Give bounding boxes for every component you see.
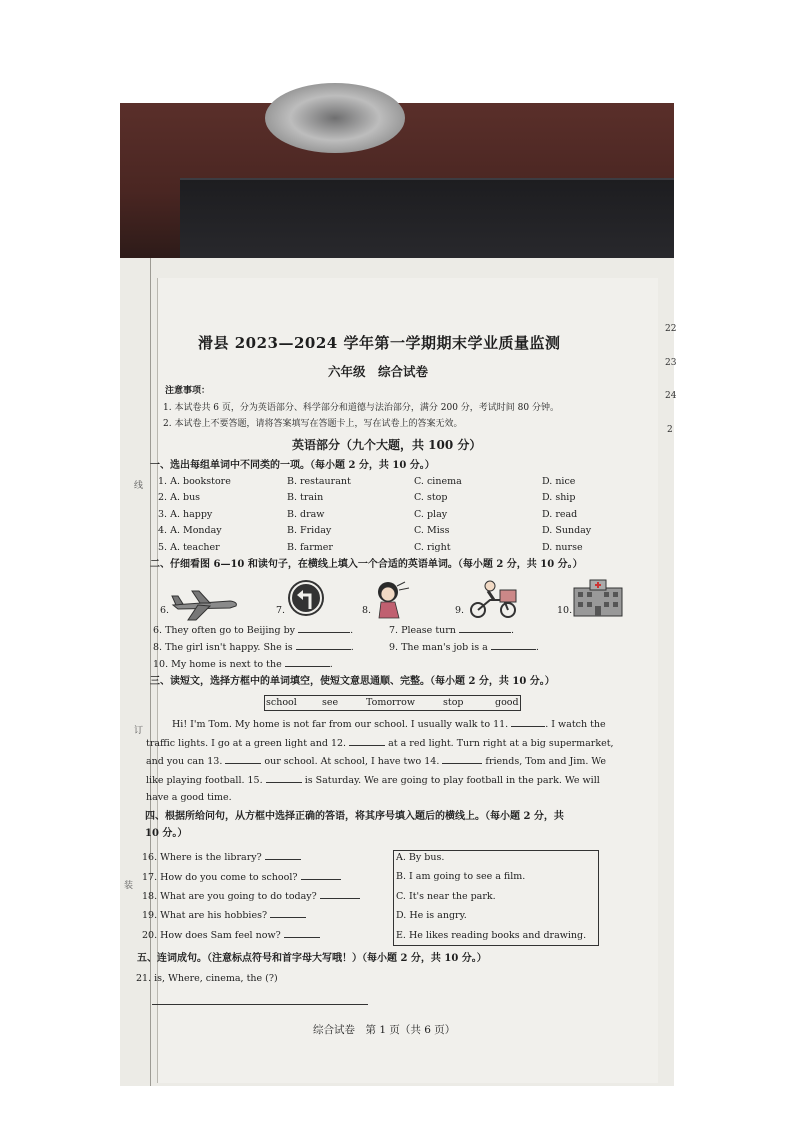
s1-option: B. Friday (287, 525, 332, 536)
exam-subtitle: 六年级 综合试卷 (328, 364, 429, 379)
question-16: 16. Where is the library? (142, 851, 301, 864)
side-number: 24 (665, 391, 677, 401)
page-footer: 综合试卷 第 1 页（共 6 页） (313, 1024, 456, 1036)
s1-option: 2. A. bus (158, 492, 201, 503)
exam-title: 滑县 2023—2024 学年第一学期期末学业质量监测 (198, 334, 561, 352)
s1-option: D. ship (542, 492, 576, 503)
english-section-title: 英语部分（九个大题，共 100 分） (292, 438, 482, 452)
s1-option: 1. A. bookstore (158, 476, 231, 487)
airplane-icon (170, 585, 240, 623)
passage-line-1: Hi! I'm Tom. My home is not far from our school. I usually walk to 11. . I watch the (172, 719, 606, 730)
question-9: 9. The man's job is a . (389, 642, 539, 653)
turn-left-sign-icon (287, 579, 325, 617)
s1-option: D. Sunday (542, 525, 592, 536)
section-1-title: 一、选出每组单词中不同类的一项。（每小题 2 分，共 10 分。） (150, 460, 435, 471)
section-5-title: 五、连词成句。（注意标点符号和首字母大写哦！）（每小题 2 分，共 10 分。） (137, 953, 487, 964)
s1-option: 4. A. Monday (158, 525, 222, 536)
answer-option: A. By bus. (396, 852, 445, 863)
pic-number: 7. (276, 605, 286, 616)
question-17: 17. How do you come to school? (142, 871, 341, 884)
question-7: 7. Please turn . (389, 625, 514, 636)
margin-label-line: 线 (134, 481, 144, 491)
margin-label-staple: 装 (124, 881, 134, 891)
question-21: 21. is, Where, cinema, the (?) (136, 973, 278, 984)
note-line: 1. 本试卷共 6 页，分为英语部分、科学部分和道德与法治部分，满分 200 分，考试时间 80 分钟。 (163, 403, 559, 413)
s1-option: C. right (414, 542, 451, 553)
hospital-building-icon (572, 578, 624, 618)
section-3-title: 三、读短文，选择方框中的单词填空，使短文意思通顺、完整。（每小题 2 分，共 10 分。） (150, 676, 555, 687)
s1-option: 3. A. happy (158, 509, 213, 520)
s1-option: B. draw (287, 509, 325, 520)
s1-option: C. cinema (414, 476, 462, 487)
s1-option: B. train (287, 492, 324, 503)
pic-number: 10. (557, 605, 573, 616)
passage-line-4: like playing football. 15. is Saturday. We are going to play football in the park. We will (146, 775, 600, 786)
pic-number: 6. (160, 605, 170, 616)
s1-option: C. play (414, 509, 448, 520)
delivery-man-icon (466, 578, 522, 618)
pic-number: 8. (362, 605, 372, 616)
section-4-title-cont: 10 分。） (145, 828, 188, 839)
word-option: stop (443, 697, 464, 708)
s1-option: D. nice (542, 476, 576, 487)
desk-grommet (265, 83, 405, 153)
s1-option: D. nurse (542, 542, 583, 553)
note-line: 2. 本试卷上不要答题，请将答案填写在答题卡上，写在试卷上的答案无效。 (163, 419, 463, 429)
stand-edge (180, 178, 674, 270)
question-18: 18. What are you going to do today? (142, 890, 360, 903)
s1-option: D. read (542, 509, 578, 520)
question-10: 10. My home is next to the . (153, 659, 333, 670)
section-4-title: 四、根据所给问句，从方框中选择正确的答语，将其序号填入题后的横线上。（每小题 2 分，共 (145, 811, 564, 822)
answer-option: B. I am going to see a film. (396, 871, 526, 882)
margin-label-bind: 订 (134, 726, 144, 736)
word-option: good (495, 697, 519, 708)
passage-line-3: and you can 13. our school. At school, I have two 14. friends, Tom and Jim. We (146, 756, 606, 767)
question-8: 8. The girl isn't happy. She is . (153, 642, 354, 653)
side-number: 2 (667, 425, 673, 435)
s1-option: 5. A. teacher (158, 542, 220, 553)
word-option: see (322, 697, 339, 708)
side-number: 23 (665, 358, 677, 368)
section-2-title: 二、仔细看图 6—10 和读句子，在横线上填入一个合适的英语单词。（每小题 2 分，共 10 分。） (150, 559, 583, 570)
answer-option: C. It's near the park. (396, 891, 496, 902)
word-option: school (266, 697, 297, 708)
answer-line (152, 1004, 368, 1005)
word-option: Tomorrow (366, 697, 415, 708)
passage-line-2: traffic lights. I go at a green light and 12. at a red light. Turn right at a big supermarket, (146, 738, 614, 749)
notes-heading: 注意事项： (165, 386, 211, 396)
angry-girl-icon (371, 578, 415, 620)
s1-option: B. farmer (287, 542, 333, 553)
side-number: 22 (665, 324, 677, 334)
answer-option: E. He likes reading books and drawing. (396, 930, 587, 941)
question-6: 6. They often go to Beijing by . (153, 625, 354, 636)
question-19: 19. What are his hobbies? (142, 909, 306, 922)
s1-option: C. stop (414, 492, 448, 503)
pic-number: 9. (455, 605, 465, 616)
s1-option: C. Miss (414, 525, 450, 536)
passage-line-5: have a good time. (146, 792, 232, 803)
answer-option: D. He is angry. (396, 910, 467, 921)
s1-option: B. restaurant (287, 476, 351, 487)
question-20: 20. How does Sam feel now? (142, 929, 320, 942)
